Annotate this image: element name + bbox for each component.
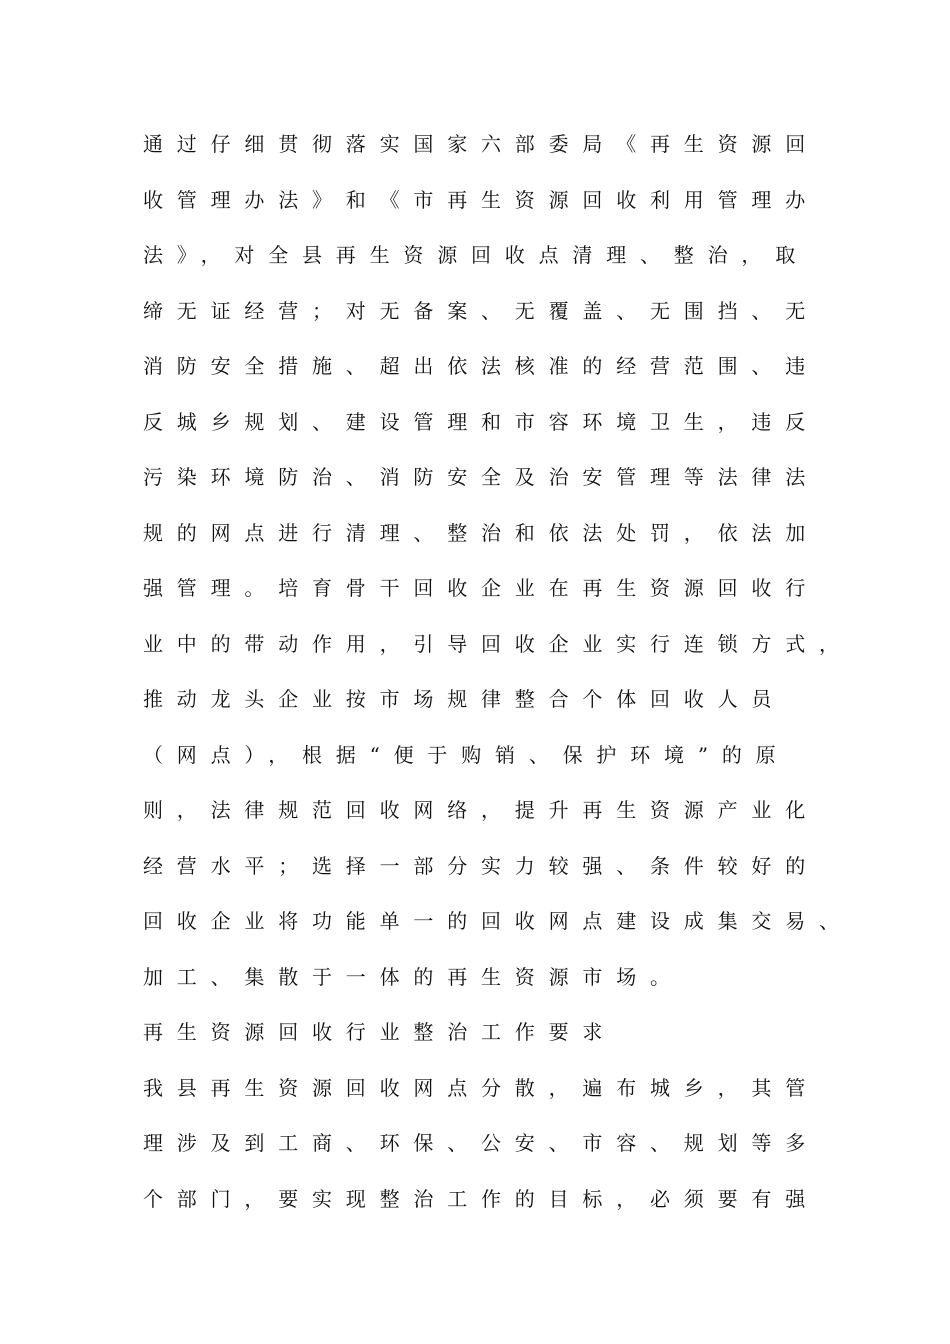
text-line: 回收企业将功能单一的回收网点建设成集交易、: [143, 909, 853, 933]
text-line: 个部门，要实现整治工作的目标，必须要有强: [143, 1186, 819, 1211]
text-line: 强管理。培育骨干回收企业在再生资源回收行: [143, 576, 819, 600]
text-line: 加工、集散于一体的再生资源市场。: [143, 964, 684, 989]
text-line: 消防安全措施、超出依法核准的经营范围、违: [143, 354, 819, 378]
text-line: 反城乡规划、建设管理和市容环境卫生，违反: [143, 409, 819, 434]
text-line: 缔无证经营；对无备案、无覆盖、无围挡、无: [143, 298, 819, 323]
text-line: （网点），根据“便于购销、保护环境”的原: [143, 742, 790, 767]
text-line: 推动龙头企业按市场规律整合个体回收人员: [143, 687, 786, 711]
text-line: 污染环境防治、消防安全及治安管理等法律法: [143, 465, 819, 489]
text-line: 则，法律规范回收网络，提升再生资源产业化: [143, 798, 819, 822]
text-line: 规的网点进行清理、整治和依法处罚，依法加: [143, 520, 819, 545]
text-line: 法》，对全县再生资源回收点清理、整治，取: [143, 243, 809, 267]
text-line: 经营水平；选择一部分实力较强、条件较好的: [143, 853, 819, 878]
section-heading: 再生资源回收行业整治工作要求: [143, 1020, 617, 1044]
text-line: 收管理办法》和《市再生资源回收利用管理办: [143, 187, 819, 212]
text-line: 业中的带动作用，引导回收企业实行连锁方式，: [143, 631, 853, 656]
text-line: 通过仔细贯彻落实国家六部委局《再生资源回: [143, 132, 819, 156]
text-line: 我县再生资源回收网点分散，遍布城乡，其管: [143, 1075, 819, 1100]
document-body: [143, 124, 863, 1234]
text-line: 理涉及到工商、环保、公安、市容、规划等多: [143, 1131, 819, 1155]
